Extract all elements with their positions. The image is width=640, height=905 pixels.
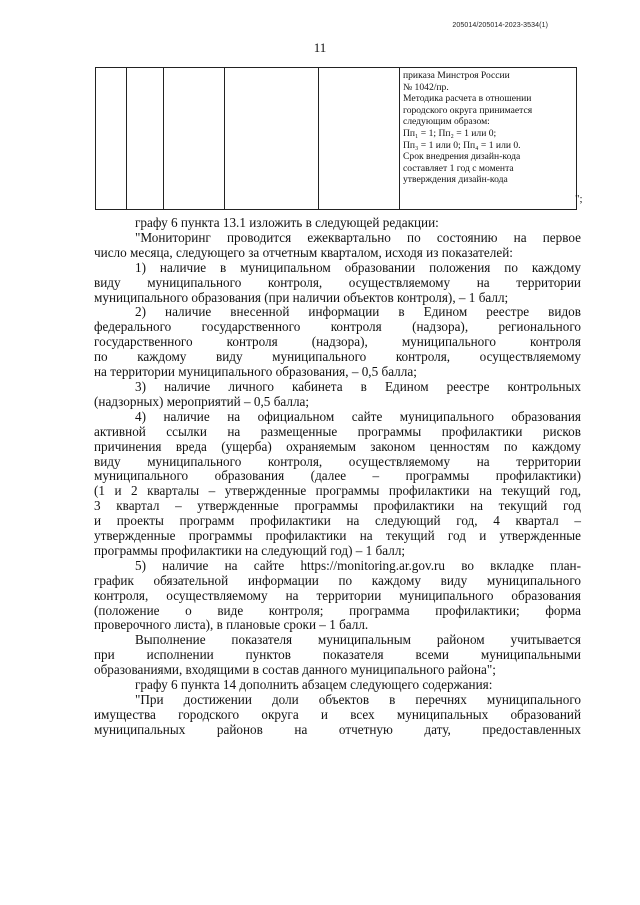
paragraph-line: (положение о виде контроля; программа профилактики; форма [94, 602, 581, 618]
paragraph-line: 1) наличие в муниципальном образовании положения по каждому [135, 259, 581, 275]
cell-text-line: утверждения дизайн-кода [403, 174, 508, 186]
cell-text-line: № 1042/пр. [403, 81, 449, 93]
paragraph-line: 3 квартал – утвержденные программы профилактики на текущий год [94, 498, 581, 514]
paragraph-line: образованиями, входящими в состав данного муниципального района"; [94, 662, 496, 678]
table-cell-1 [96, 68, 127, 210]
document-stamp: 205014/205014-2023-3534(1) [452, 22, 548, 29]
paragraph-line: имущества городского округа и всех муниципальных образований [94, 706, 581, 722]
continuation-table [95, 67, 577, 210]
table-cell-5 [319, 68, 400, 210]
paragraph-line: утвержденные программы профилактики на текущий год и утвержденные [94, 528, 581, 544]
paragraph-line: (надзорных) мероприятий – 0,5 балла; [94, 393, 310, 409]
paragraph-line: по каждому виду муниципального контроля, осуществляемому [94, 349, 581, 365]
paragraph-line: программы профилактики на следующий год) – 1 балл; [94, 542, 406, 558]
paragraph-line: число месяца, следующего за отчетным кварталом, исходя из показателей: [94, 244, 513, 260]
cell-text-line: городского округа принимается [403, 104, 533, 116]
paragraph-line: графу 6 пункта 14 дополнить абзацем следующего содержания: [135, 677, 493, 693]
paragraph-line: и проекты программ профилактики на следующий год, 4 квартал – [94, 513, 581, 529]
table-cell-methodology [400, 68, 577, 210]
paragraph-line: (1 и 2 кварталы – утвержденные программы профилактики на текущий год, [94, 483, 581, 499]
paragraph-line: "Мониторинг проводится ежеквартально по состоянию на первое [135, 229, 581, 245]
paragraph-line: государственного контроля (надзора), муниципального контроля [94, 334, 581, 350]
table-closing-quote: "; [575, 193, 583, 205]
cell-text-line: Пп₁ = 1; Пп₂ = 1 или 0; [403, 127, 497, 139]
cell-text-line: Методика расчета в отношении [403, 93, 532, 105]
page-number: 11 [313, 40, 327, 55]
paragraph-line: 5) наличие на сайте https://monitoring.ar.gov.ru во вкладке план- [135, 557, 581, 573]
cell-text-line: Срок внедрения дизайн-кода [403, 151, 521, 163]
paragraph-line: на территории муниципального образования, – 0,5 балла; [94, 364, 417, 380]
paragraph-line: виду муниципального контроля, осуществляемому на территории [94, 453, 581, 469]
paragraph-line: 4) наличие на официальном сайте муниципального образования [135, 408, 581, 424]
paragraph-line: Выполнение показателя муниципальным районом учитывается [135, 632, 581, 648]
cell-text-line: Пп₃ = 1 или 0; Пп₄ = 1 или 0. [403, 139, 521, 151]
paragraph-line: федерального государственного контроля (надзора), регионального [94, 319, 581, 335]
document-body [94, 216, 581, 738]
table-cell-2 [127, 68, 164, 210]
paragraph-line: причинения вреда (ущерба) охраняемым законом ценностям по каждому [94, 438, 581, 454]
paragraph-line: муниципального образования (при наличии объектов контроля), – 1 балл; [94, 289, 509, 305]
paragraph-line: 2) наличие внесенной информации в Едином реестре видов [135, 304, 581, 320]
paragraph-line: муниципальных районов на отчетную дату, предоставленных [94, 721, 581, 737]
paragraph-line: при исполнении пунктов показателя всеми муниципальными [94, 647, 581, 663]
paragraph-line: виду муниципального контроля, осуществляемому на территории [94, 274, 581, 290]
paragraph-line: активной ссылки на размещенные программы профилактики рисков [94, 423, 581, 439]
table-cell-3 [164, 68, 225, 210]
paragraph-line: проверочного листа), в плановые сроки – 1 балл. [94, 617, 369, 633]
cell-text-line: приказа Минстроя России [403, 70, 510, 81]
cell-text-line: составляет 1 год с момента [403, 162, 514, 174]
table-cell-4 [225, 68, 319, 210]
table-row [96, 68, 577, 210]
paragraph-line: "При достижении доли объектов в перечнях муниципального [135, 692, 581, 707]
cell-text-line: следующим образом: [403, 116, 490, 128]
paragraph-line: 3) наличие личного кабинета в Едином реестре контрольных [135, 378, 581, 394]
paragraph-line: график обязательной информации по каждому виду муниципального [94, 572, 581, 588]
paragraph-line: контроля, осуществляемому на территории муниципального образования [94, 587, 581, 603]
paragraph-line: графу 6 пункта 13.1 изложить в следующей редакции: [135, 215, 439, 230]
paragraph-line: муниципального образования (далее – программы профилактики) [94, 468, 581, 484]
